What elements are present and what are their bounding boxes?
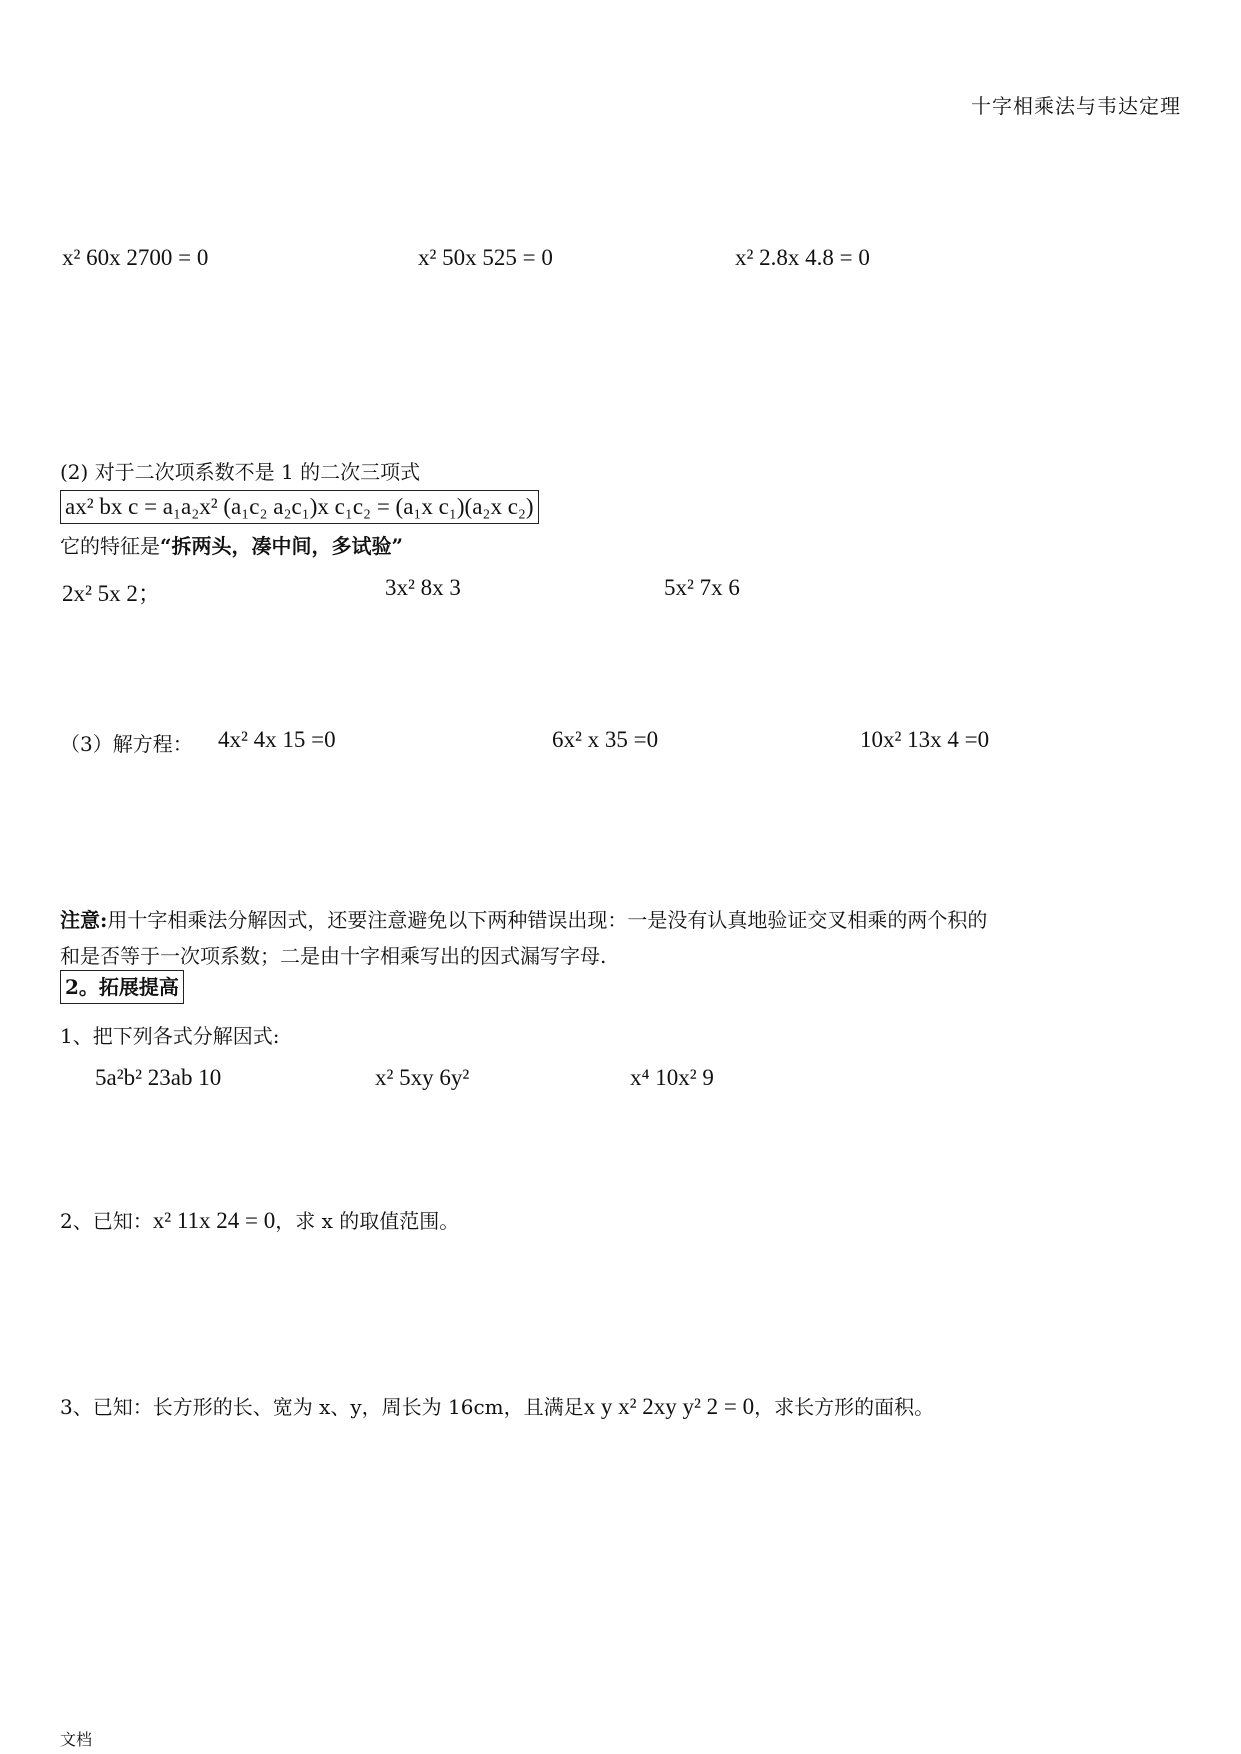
equation-1-2: x² 50x 525 = 0 (418, 245, 553, 270)
q1-item-1: 5a²b² 23ab 10 (95, 1065, 222, 1090)
part2-title: (2) 对于二次项系数不是 1 的二次三项式 (60, 460, 421, 484)
note-line-2: 和是否等于一次项系数；二是由十字相乘写出的因式漏写字母. (60, 944, 607, 968)
page-footer: 文档 (60, 1730, 93, 1749)
part2-item-1: 2x² 5x 2； (62, 581, 161, 606)
q3-prefix: 3、已知：长方形的长、宽为 x、y，周长为 16cm，且满足 (60, 1395, 584, 1419)
q2-math: x² 11x 24 = 0 (152, 1208, 276, 1233)
part3-prefix: （3）解方程： (60, 732, 193, 756)
section-title: 2。拓展提高 (60, 970, 184, 1004)
note-line-1 (60, 904, 987, 933)
feature-prefix: 它的特征是 (60, 534, 160, 558)
q3-suffix: ，求长方形的面积。 (754, 1395, 935, 1419)
note-text-1: 用十字相乘法分解因式，还要注意避免以下两种错误出现：一是没有认真地验证交叉相乘的两个积的 (107, 908, 988, 932)
part3-equation-3: 10x² 13x 4 =0 (860, 727, 990, 752)
equation-1-1: x² 60x 2700 = 0 (62, 245, 209, 270)
feature-slogan: “拆两头，凑中间，多试验” (160, 534, 404, 558)
q2-prefix: 2、已知： (60, 1209, 153, 1233)
q2-suffix: ，求 x 的取值范围。 (275, 1209, 460, 1233)
q1-item-2: x² 5xy 6y² (375, 1065, 470, 1090)
equation-1-3: x² 2.8x 4.8 = 0 (735, 245, 870, 270)
part2-item-3: 5x² 7x 6 (664, 575, 740, 600)
feature-line (60, 530, 403, 559)
q1-title: 1、把下列各式分解因式: (60, 1024, 280, 1048)
part3-equation-2: 6x² x 35 =0 (552, 727, 659, 752)
q3-math: x y x² 2xy y² 2 = 0 (583, 1394, 755, 1419)
factor-formula-box: ax² bx c = a₁a₂x² (a₁c₂ a₂c₁)x c₁c₂ = (a₁x c₁)(a₂x c₂) (60, 490, 539, 524)
page-header-title: 十字相乘法与韦达定理 (971, 94, 1181, 118)
q2-line (60, 1205, 459, 1234)
part3-equation-1: 4x² 4x 15 =0 (218, 727, 336, 752)
q3-line (60, 1391, 934, 1420)
part2-item-2: 3x² 8x 3 (385, 575, 461, 600)
note-label: 注意: (60, 908, 108, 932)
q1-item-3: x⁴ 10x² 9 (630, 1065, 714, 1090)
